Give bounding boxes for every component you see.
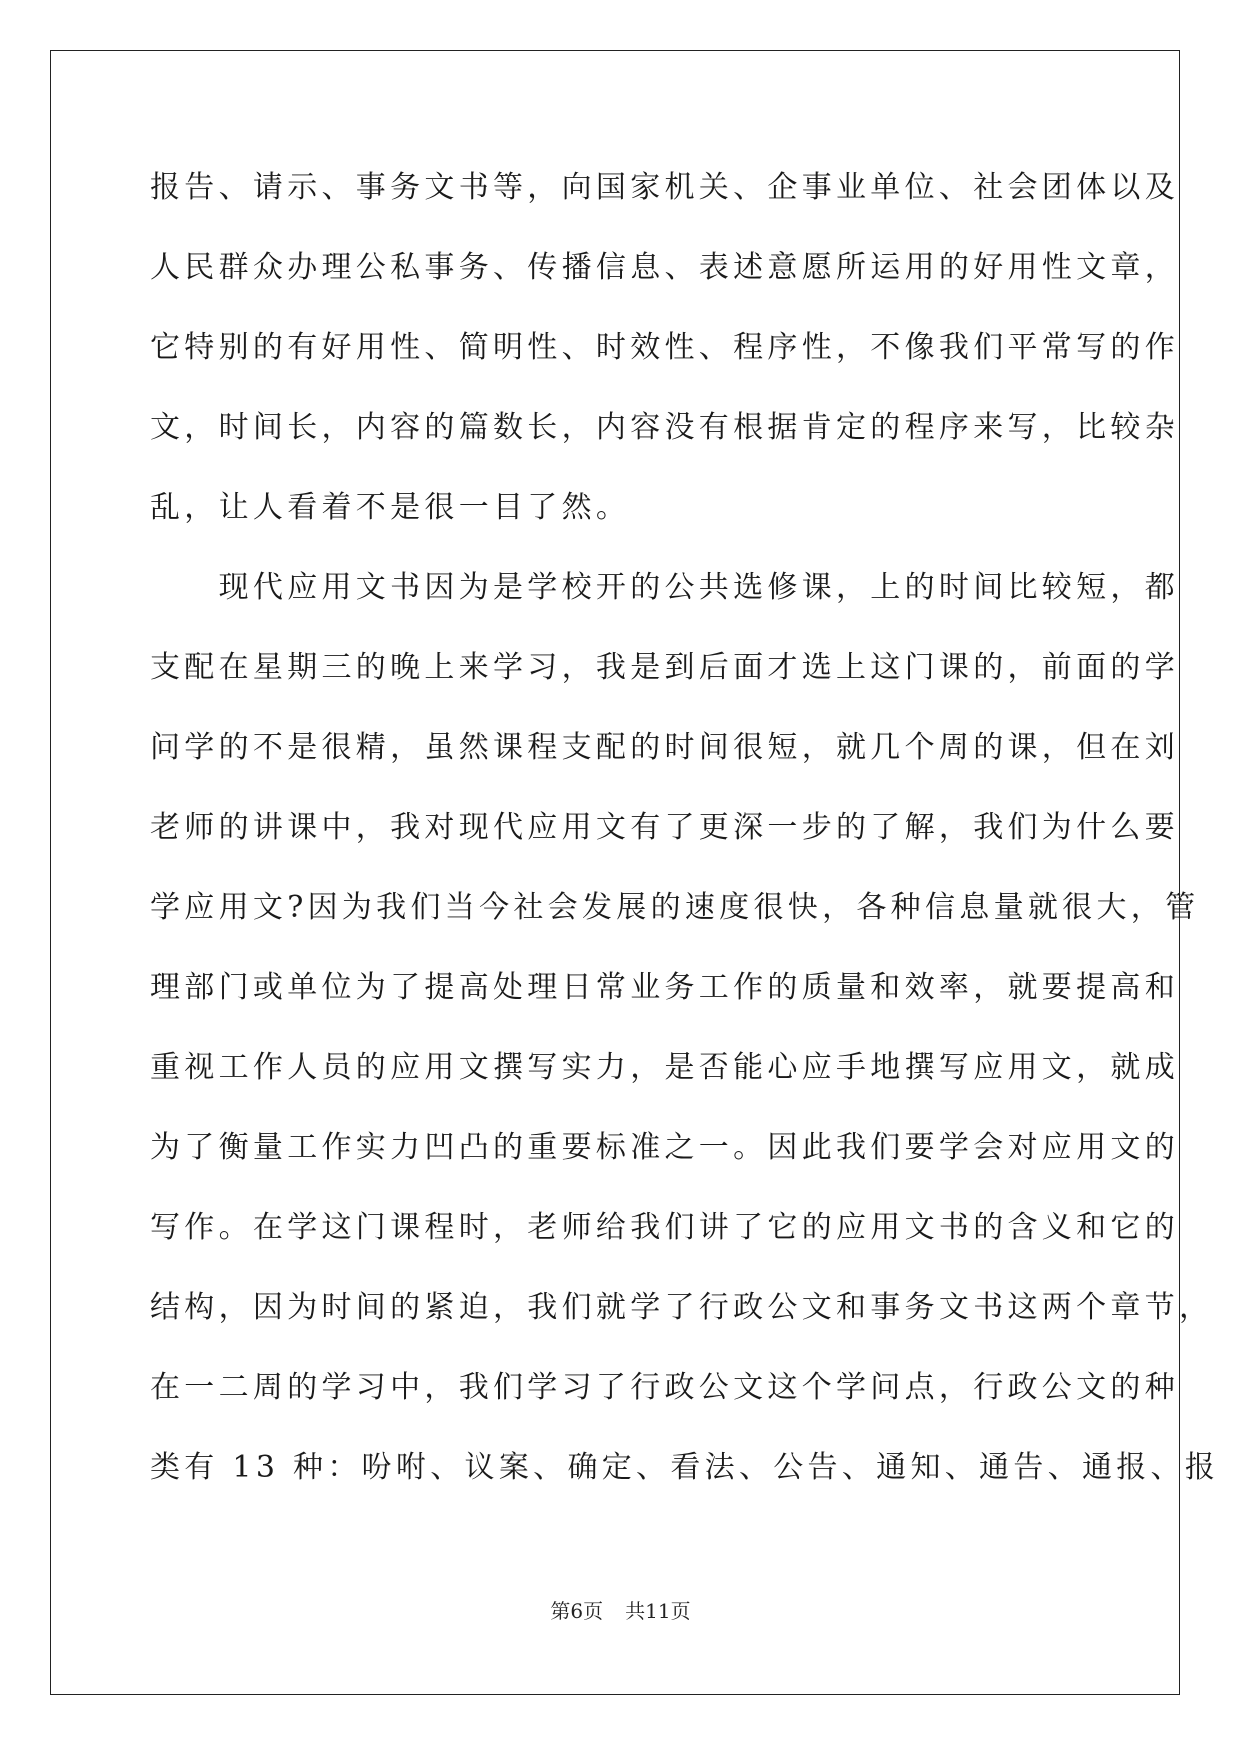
text-line: 它特别的有好用性、简明性、时效性、程序性，不像我们平常写的作 [150,330,1179,365]
text-line: 结构，因为时间的紧迫，我们就学了行政公文和事务文书这两个章节， [150,1290,1214,1325]
document-body [150,148,1220,1508]
text-line: 报告、请示、事务文书等，向国家机关、企事业单位、社会团体以及 [150,170,1179,205]
page-number: 第6页 [550,1599,604,1623]
text-line: 人民群众办理公私事务、传播信息、表述意愿所运用的好用性文章， [150,250,1179,285]
page-total: 共11页 [625,1599,691,1623]
text-line: 现代应用文书因为是学校开的公共选修课，上的时间比较短，都 [150,570,1179,605]
text-line: 老师的讲课中，我对现代应用文有了更深一步的了解，我们为什么要 [150,810,1179,845]
text-line: 理部门或单位为了提高处理日常业务工作的质量和效率，就要提高和 [150,970,1179,1005]
text-line: 在一二周的学习中，我们学习了行政公文这个学问点，行政公文的种 [150,1370,1179,1405]
text-line: 类有 13 种：吩咐、议案、确定、看法、公告、通知、通告、通报、报 [150,1450,1220,1485]
text-line: 文，时间长，内容的篇数长，内容没有根据肯定的程序来写，比较杂 [150,410,1179,445]
text-line: 写作。在学这门课程时，老师给我们讲了它的应用文书的含义和它的 [150,1210,1179,1245]
text-line: 乱，让人看着不是很一目了然。 [150,490,631,525]
text-line: 支配在星期三的晚上来学习，我是到后面才选上这门课的，前面的学 [150,650,1179,685]
text-line: 为了衡量工作实力凹凸的重要标准之一。因此我们要学会对应用文的 [150,1130,1179,1165]
page-footer [0,1595,1241,1624]
text-line: 重视工作人员的应用文撰写实力，是否能心应手地撰写应用文，就成 [150,1050,1179,1085]
text-line: 学应用文?因为我们当今社会发展的速度很快，各种信息量就很大，管 [150,890,1200,925]
text-line: 问学的不是很精，虽然课程支配的时间很短，就几个周的课，但在刘 [150,730,1179,765]
